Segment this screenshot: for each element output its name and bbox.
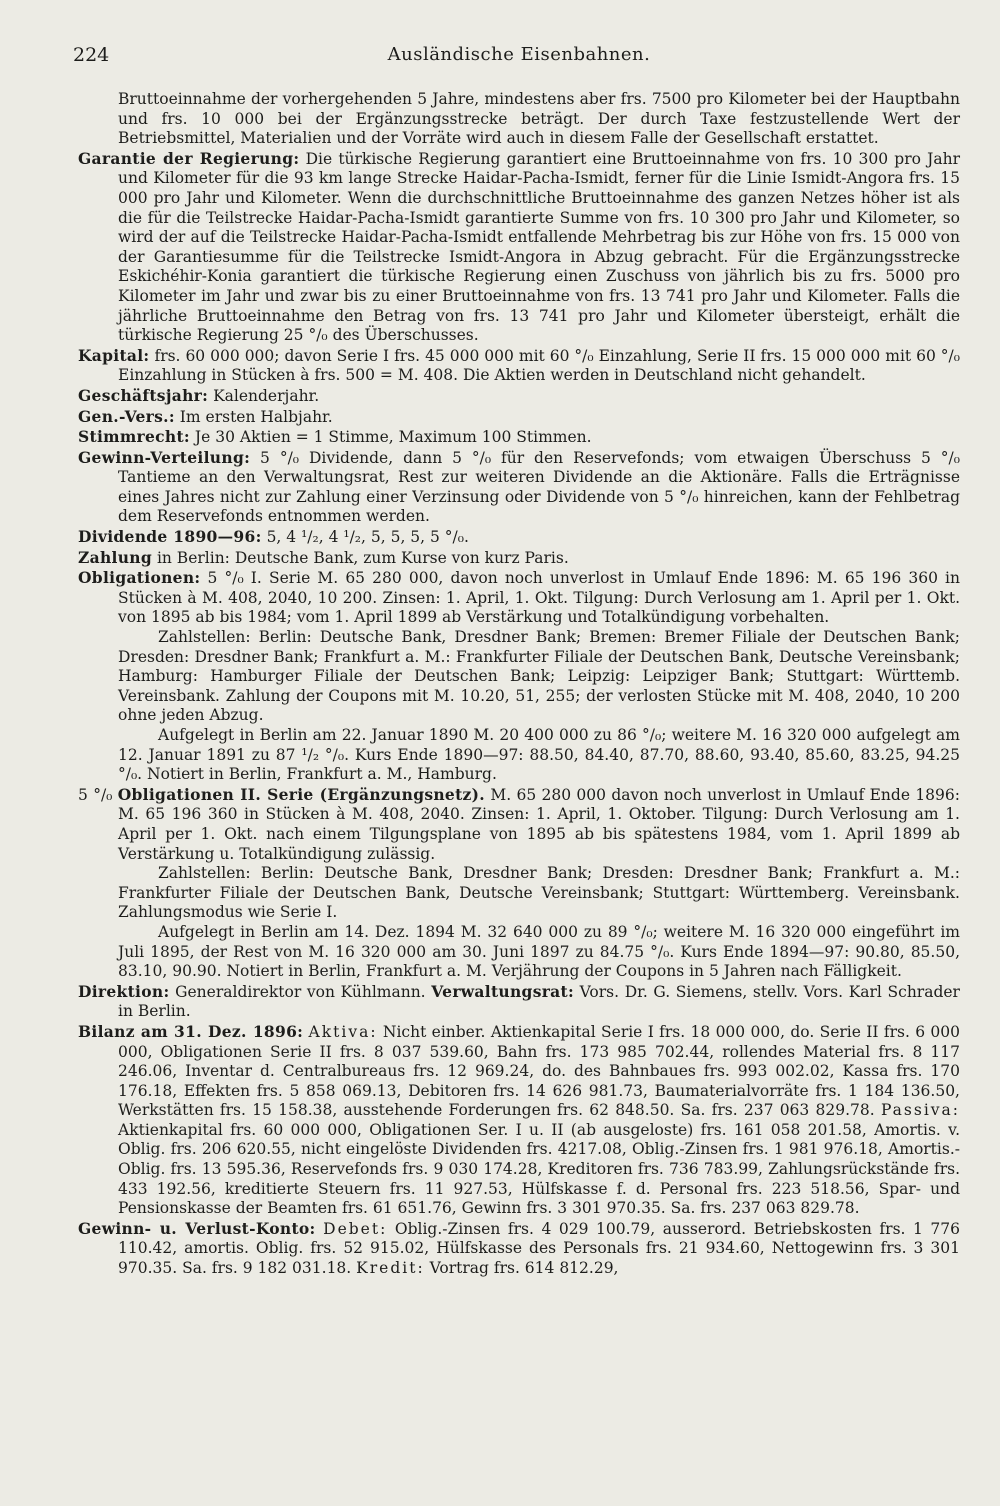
kapital-label: Kapital: xyxy=(78,345,150,365)
page-number: 224 xyxy=(73,44,110,66)
gewinn-verteilung-entry xyxy=(78,448,960,527)
obligationen-1-zahlstellen-text: Zahlstellen: Berlin: Deutsche Bank, Dresdner Bank; Bremen: Bremer Filiale der Deutschen Bank; Dresden: Dresdner Bank; Frankfurt a. M.: Frankfurter Filiale der Deutschen Bank, Deutsche Vereinsbank; Hamburg: Hamburger Filiale der Deutschen Bank; Leipzig: Leipziger Bank; Stuttgart: Württemb. Vereinsbank. Zahlung der Coupons mit M. 10.20, 51, 255; der verlosten Stücke mit M. 408, 2040, 10 200 ohne jeden Abzug. xyxy=(118,628,960,725)
stimmrecht-label: Stimmrecht: xyxy=(78,427,190,447)
debet-text: Oblig.-Zinsen frs. 4 029 100.79, ausserord. Betriebskosten frs. 1 776 110.42, amortis. Oblig. frs. 52 915.02, Hülfskasse des Personals frs. 21 934.60, Nettogewinn frs. 3 301 970.35. Sa. frs. 9 182 031.18. xyxy=(118,1219,960,1278)
gewinn-verteilung-text: 5 °/₀ Dividende, dann 5 °/₀ für den Reservefonds; vom etwaigen Überschuss 5 °/₀ Tantieme an den Verwaltungsrat, Rest zur weiteren Dividende an die Aktionäre. Falls die Erträgnisse eines Jahres nicht zur Zahlung einer Verzinsung oder Dividende von 5 °/₀ hinreichen, kann der Fehlbetrag dem Reservefonds entnommen werden. xyxy=(118,448,960,526)
obligationen-2-zahlstellen xyxy=(78,864,960,923)
passiva-text: Aktienkapital frs. 60 000 000, Obligationen Ser. I u. II (ab ausgeloste) frs. 161 058 201.58, Amortis. v. Oblig. frs. 206 620.55, nicht eingelöste Dividenden frs. 4217.08, Oblig.-Zinsen frs. 1 981 976.18, Amortis.-Oblig. frs. 13 595.36, Reservefonds frs. 9 030 174.28, Kreditoren frs. 736 783.99, Zahlungsrückstände frs. 433 192.56, kreditierte Steuern frs. 11 927.53, Hülfskasse f. d. Personal frs. 223 518.56, Spar- und Pensionskasse der Beamten frs. 61 651.76, Gewinn frs. 3 301 970.35. Sa. frs. 237 063 829.78. xyxy=(118,1120,960,1218)
page-header xyxy=(73,44,960,70)
dividende-entry xyxy=(78,527,960,548)
geschaeftsjahr-label: Geschäftsjahr: xyxy=(78,385,209,405)
gewinn-konto-entry xyxy=(78,1219,960,1279)
bilanz-entry xyxy=(78,1022,960,1219)
obligationen-2-text: M. 65 280 000 davon noch unverlost in Umlauf Ende 1896: M. 65 196 360 in Stücken à M. 408, 2040. Zinsen: 1. April, 1. Oktober. Tilgung: Durch Verlosung am 1. April per 1. Okt. nach einem Tilgungsplane von 1895 ab bis spätestens 1984, vom 1. April 1899 ab Verstärkung u. Totalkündigung zulässig. xyxy=(118,785,960,863)
garantie-entry xyxy=(78,149,960,346)
direktion-label: Direktion: xyxy=(78,981,170,1001)
obligationen-2-aufgelegt-text: Aufgelegt in Berlin am 14. Dez. 1894 M. 32 640 000 zu 89 °/₀; weitere M. 16 320 000 eingeführt im Juli 1895, der Rest von M. 16 320 000 am 30. Juni 1897 zu 84.75 °/₀. Kurs Ende 1894—97: 90.80, 85.50, 83.10, 90.90. Notiert in Berlin, Frankfurt a. M. Verjährung der Coupons in 5 Jahren nach Fälligkeit. xyxy=(118,922,960,981)
dividende-text: 5, 4 ¹/₂, 4 ¹/₂, 5, 5, 5, 5 °/₀. xyxy=(266,528,469,547)
gen-vers-text: Im ersten Halbjahr. xyxy=(179,407,333,426)
intro-text: Bruttoeinnahme der vorhergehenden 5 Jahre, mindestens aber frs. 7500 pro Kilometer bei der Hauptbahn und frs. 10 000 bei der Ergänzungsstrecke beträgt. Der durch Taxe festzustellende Wert der Betriebsmittel, Materialien und der Vorräte wird auch in diesem Falle der Gesellschaft erstattet. xyxy=(118,90,960,148)
intro-paragraph xyxy=(78,90,960,149)
geschaeftsjahr-entry xyxy=(78,386,960,407)
zahlung-text: in Berlin: Deutsche Bank, zum Kurse von kurz Paris. xyxy=(156,548,569,567)
gen-vers-entry xyxy=(78,407,960,428)
zahlung-entry xyxy=(78,548,960,569)
obligationen-2-label: Obligationen II. Serie (Ergänzungsnetz). xyxy=(117,784,485,804)
obligationen-1-aufgelegt xyxy=(78,726,960,785)
direktion-entry xyxy=(78,982,960,1022)
garantie-label: Garantie der Regierung: xyxy=(78,148,300,168)
stimmrecht-entry xyxy=(78,427,960,448)
debet-label: Debet: xyxy=(323,1219,388,1238)
verwaltungsrat-text: Vors. Dr. G. Siemens, stellv. Vors. Karl Schrader in Berlin. xyxy=(118,982,960,1021)
aktiva-text: Nicht einber. Aktienkapital Serie I frs. 18 000 000, do. Serie II frs. 6 000 000, Obligationen Serie II frs. 8 037 539.60, Bahn frs. 173 985 702.44, rollendes Material frs. 8 117 246.06, Inventar d. Centralbureaus frs. 12 969.24, do. des Bahnbaues frs. 993 002.02, Kassa frs. 170 176.18, Effekten frs. 5 858 069.13, Debitoren frs. 14 626 981.73, Baumaterialvorräte frs. 1 184 136.50, Werkstätten frs. 15 158.38, ausstehende Forderungen frs. 62 848.50. Sa. frs. 237 063 829.78. xyxy=(118,1022,960,1120)
gewinn-verteilung-label: Gewinn-Verteilung: xyxy=(78,447,251,467)
verwaltungsrat-label: Verwaltungsrat: xyxy=(431,981,575,1001)
geschaeftsjahr-text: Kalenderjahr. xyxy=(213,386,320,405)
gewinn-konto-label: Gewinn- u. Verlust-Konto: xyxy=(78,1218,316,1238)
bilanz-label: Bilanz am 31. Dez. 1896: xyxy=(78,1021,304,1041)
direktion-text: Generaldirektor von Kühlmann. xyxy=(175,982,426,1001)
gen-vers-label: Gen.-Vers.: xyxy=(78,406,175,426)
obligationen-2-entry xyxy=(78,785,960,864)
obligationen-1-entry xyxy=(78,568,960,628)
obligationen-1-aufgelegt-text: Aufgelegt in Berlin am 22. Januar 1890 M. 20 400 000 zu 86 °/₀; weitere M. 16 320 000 aufgelegt am 12. Januar 1891 zu 87 ¹/₂ °/₀. Kurs Ende 1890—97: 88.50, 84.40, 87.70, 88.60, 93.40, 85.60, 83.25, 94.25 °/₀. Notiert in Berlin, Frankfurt a. M., Hamburg. xyxy=(118,726,960,784)
aktiva-label: Aktiva: xyxy=(308,1022,378,1041)
obligationen-1-zahlstellen xyxy=(78,628,960,726)
obligationen-2-prefix: 5 °/₀ xyxy=(78,785,113,804)
dividende-label: Dividende 1890—96: xyxy=(78,527,262,547)
kapital-entry xyxy=(78,346,960,386)
zahlung-label: Zahlung xyxy=(78,547,152,567)
kredit-text: Vortrag frs. 614 812.29, xyxy=(429,1259,619,1278)
garantie-text: Die türkische Regierung garantiert eine Bruttoeinnahme von frs. 10 300 pro Jahr und Kilometer für die 93 km lange Strecke Haidar-Pacha-Ismidt, ferner für die Linie Ismidt-Angora frs. 15 000 pro Jahr und Kilometer. Wenn die durchschnittliche Bruttoeinnahme des ganzen Netzes höher ist als die für die Teilstrecke Haidar-Pacha-Ismidt garantierte Summe von frs. 10 300 pro Jahr und Kilometer, so wird der auf die Teilstrecke Haidar-Pacha-Ismidt entfallende Mehrbetrag bis zur Höhe von frs. 15 000 von der Garantiesumme für die Teilstrecke Ismidt-Angora in Abzug gebracht. Für die Ergänzungsstrecke Eskichéhir-Konia garantiert die türkische Regierung einen Zuschuss von jährlich bis zu frs. 5000 pro Kilometer im Jahr und zwar bis zu einer Bruttoeinnahme von frs. 13 741 pro Jahr und Kilometer. Falls die jährliche Bruttoeinnahme den Betrag von frs. 13 741 pro Jahr und Kilometer übersteigt, erhält die türkische Regierung 25 °/₀ des Überschusses. xyxy=(118,149,960,345)
passiva-label: Passiva: xyxy=(880,1101,960,1120)
kapital-text: frs. 60 000 000; davon Serie I frs. 45 000 000 mit 60 °/₀ Einzahlung, Serie II frs. 15 000 000 mit 60 °/₀ Einzahlung in Stücken à frs. 500 = M. 408. Die Aktien werden in Deutschland nicht gehandelt. xyxy=(118,346,960,385)
obligationen-2-aufgelegt xyxy=(78,923,960,982)
page-content xyxy=(78,90,960,1279)
obligationen-2-zahlstellen-text: Zahlstellen: Berlin: Deutsche Bank, Dresdner Bank; Dresden: Dresdner Bank; Frankfurt a. M.: Frankfurter Filiale der Deutschen Bank, Deutsche Vereinsbank; Stuttgart: Württemberg. Vereinsbank. Zahlungsmodus wie Serie I. xyxy=(118,864,960,922)
obligationen-1-text: 5 °/₀ I. Serie M. 65 280 000, davon noch unverlost in Umlauf Ende 1896: M. 65 196 360 in Stücken à M. 408, 2040, 10 200. Zinsen: 1. April, 1. Okt. Tilgung: Durch Verlosung am 1. April per 1. Okt. von 1895 ab bis 1984; vom 1. April 1899 ab Verstärkung und Totalkündigung vorbehalten. xyxy=(118,569,960,627)
obligationen-1-label: Obligationen: xyxy=(78,568,201,588)
running-title: Ausländische Eisenbahnen. xyxy=(387,44,651,65)
stimmrecht-text: Je 30 Aktien = 1 Stimme, Maximum 100 Stimmen. xyxy=(194,428,592,447)
kredit-label: Kredit: xyxy=(356,1259,425,1278)
